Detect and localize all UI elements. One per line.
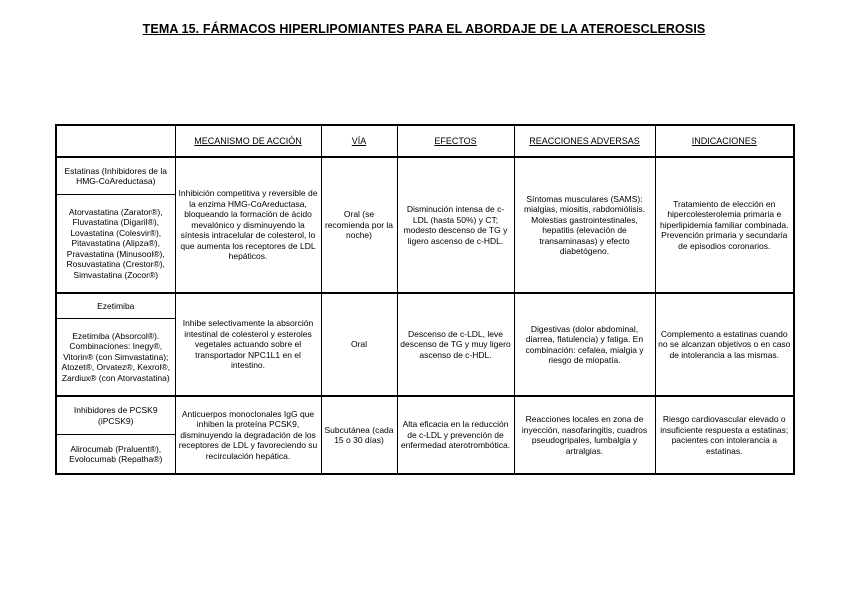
effects-cell: Descenso de c-LDL, leve descenso de TG y muy ligero ascenso de c-HDL. xyxy=(397,293,514,396)
header-mechanism: MECANISMO DE ACCIÓN xyxy=(175,125,321,157)
adverse-cell: Reacciones locales en zona de inyección, nasofaringitis, cuadros pseudogripales, lumbalgia y artralgias. xyxy=(514,396,655,474)
effects-cell: Alta eficacia en la reducción de c-LDL y prevención de enfermedad aterotrombótica. xyxy=(397,396,514,474)
indications-cell: Tratamiento de elección en hipercolesterolemia primaria e hiperlipidemia familiar combinada. Prevención primaria y secundaria de episodios coronarios. xyxy=(655,157,794,293)
indications-cell: Riesgo cardiovascular elevado o insuficiente respuesta a estatinas; pacientes con intolerancia a estatinas. xyxy=(655,396,794,474)
indications-cell: Complemento a estatinas cuando no se alcanzan objetivos o en caso de intolerancia a las mismas. xyxy=(655,293,794,396)
header-empty xyxy=(56,125,175,157)
drug-list: Ezetimiba (Absorcol®). Combinaciones: Inegy®, Vitorin® (con Simvastatina); Atozet®, Orvatez®, Kexrol®, Zardiux® (con Atorvastatina) xyxy=(56,319,175,397)
mechanism-cell: Anticuerpos monoclonales IgG que inhiben la proteína PCSK9, disminuyendo la degradación de los receptores de LDL y favoreciendo su recirculación hepática. xyxy=(175,396,321,474)
effects-cell: Disminución intensa de c-LDL (hasta 50%) y CT; modesto descenso de TG y ligero ascenso de c-HDL. xyxy=(397,157,514,293)
route-cell: Subcutánea (cada 15 o 30 días) xyxy=(321,396,397,474)
adverse-cell: Síntomas musculares (SAMS): mialgias, miositis, rabdomiólisis. Molestias gastrointestinales, hepatitis (elevación de transaminasas) y efecto diabetógeno. xyxy=(514,157,655,293)
mechanism-cell: Inhibición competitiva y reversible de la enzima HMG-CoAreductasa, bloqueando la formación de ácido mevalónico y disminuyendo la síntesis intracelular de colesterol, lo que aumenta los receptores de LDL hepáticos. xyxy=(175,157,321,293)
route-cell: Oral xyxy=(321,293,397,396)
group-name: Inhibidores de PCSK9 (iPCSK9) xyxy=(56,396,175,435)
group-name: Ezetimiba xyxy=(56,293,175,319)
drug-list: Alirocumab (Praluent®), Evolocumab (Repatha®) xyxy=(56,435,175,475)
group-name: Estatinas (Inhibidores de la HMG-CoAreductasa) xyxy=(56,157,175,195)
header-route: VÍA xyxy=(321,125,397,157)
document-title: TEMA 15. FÁRMACOS HIPERLIPOMIANTES PARA EL ABORDAJE DE LA ATEROESCLEROSIS xyxy=(142,22,706,36)
drug-table xyxy=(55,124,795,475)
header-adverse: REACCIONES ADVERSAS xyxy=(514,125,655,157)
table-row xyxy=(56,293,794,319)
header-row xyxy=(56,125,794,157)
drug-list: Atorvastatina (Zarator®), Fluvastatina (Digaril®), Lovastatina (Colesvir®), Pitavastatina (Alipza®), Pravastatina (Minusool®), Rosuvastatina (Crestor®), Simvastatina (Zocor®) xyxy=(56,195,175,294)
adverse-cell: Digestivas (dolor abdominal, diarrea, flatulencia) y fatiga. En combinación: cefalea, mialgia y riesgo de miopatía. xyxy=(514,293,655,396)
table-row xyxy=(56,157,794,195)
mechanism-cell: Inhibe selectivamente la absorción intestinal de colesterol y esteroles vegetales actuando sobre el transportador NPC1L1 en el intestino. xyxy=(175,293,321,396)
header-effects: EFECTOS xyxy=(397,125,514,157)
table-row xyxy=(56,396,794,435)
header-indications: INDICACIONES xyxy=(655,125,794,157)
route-cell: Oral (se recomienda por la noche) xyxy=(321,157,397,293)
